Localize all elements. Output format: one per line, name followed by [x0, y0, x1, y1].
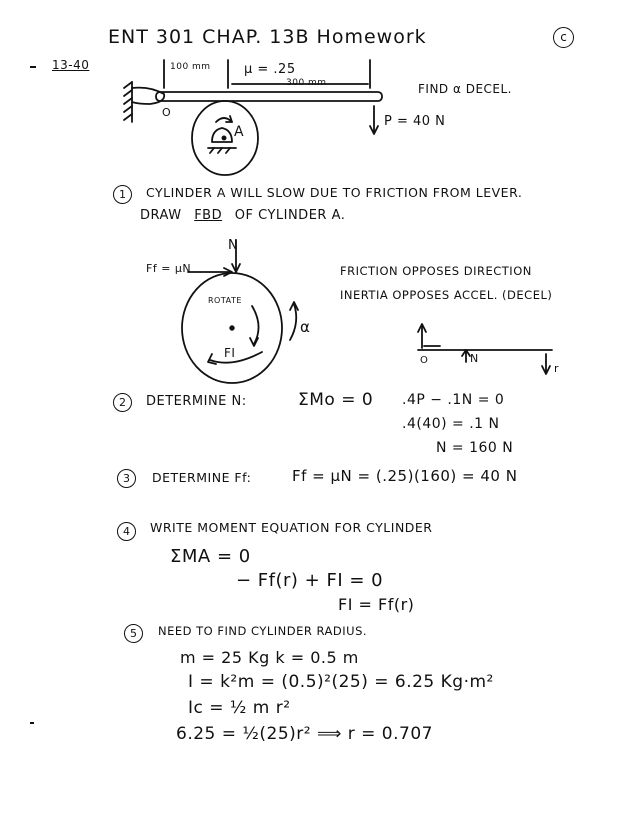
step-3-eq: Ff = μN = (.25)(160) = 40 N	[292, 467, 518, 485]
step-1-draw	[140, 208, 345, 223]
step-5-number: 5	[124, 624, 143, 643]
fbd-note-friction: FRICTION OPPOSES DIRECTION	[340, 264, 532, 278]
step-4-eq1: ΣMA = 0	[170, 546, 251, 567]
lever-fbd-label-o: O	[420, 355, 429, 366]
lever-fbd	[414, 322, 564, 382]
step-2-eq2: .4(40) = .1 N	[402, 416, 500, 432]
step-2-number: 2	[113, 393, 132, 412]
inertia-arc	[210, 352, 262, 363]
draw-rest: OF CYLINDER A.	[234, 208, 346, 223]
lever-fbd-label-n: N	[470, 352, 479, 365]
step-3-text: DETERMINE Ff:	[152, 470, 252, 485]
step-1-text: CYLINDER A WILL SLOW DUE TO FRICTION FROM LEVER.	[146, 185, 523, 200]
step-4-text: WRITE MOMENT EQUATION FOR CYLINDER	[150, 520, 433, 535]
step-2-eq1: .4P − .1N = 0	[402, 392, 505, 408]
step-5-eq1: m = 25 Kg k = 0.5 m	[180, 648, 359, 667]
step-5-eq3: Ic = ½ m r²	[188, 698, 291, 718]
fbd-label-ff: Ff = μN	[146, 262, 192, 275]
cylinder-support	[212, 128, 232, 142]
fbd-label-n: N	[228, 238, 239, 253]
step-5-eq4: 6.25 = ½(25)r² ⟹ r = 0.707	[176, 724, 433, 744]
fbd-note-inertia: INERTIA OPPOSES ACCEL. (DECEL)	[340, 288, 553, 302]
step-4-eq3: FI = Ff(r)	[338, 595, 415, 614]
problem-number: 13-40	[52, 58, 90, 72]
step-2-text: DETERMINE N:	[146, 394, 247, 409]
lever-bar	[156, 92, 382, 101]
fbd-label-rotate: ROTATE	[208, 296, 242, 305]
cylinder-label-a: A	[234, 124, 245, 140]
step-2-sum-moments: ΣMo = 0	[298, 390, 374, 410]
step-5-eq2: I = k²m = (0.5)²(25) = 6.25 Kg·m²	[188, 672, 494, 692]
step-5-text: NEED TO FIND CYLINDER RADIUS.	[158, 624, 368, 638]
step-3-number: 3	[117, 469, 136, 488]
fbd-label-fi: FI	[224, 346, 236, 360]
find-note: FIND α DECEL.	[418, 82, 512, 96]
cylinder-fbd	[140, 236, 330, 396]
pivot-label-o: O	[162, 106, 172, 119]
draw-word: DRAW	[140, 208, 182, 223]
step-4-number: 4	[117, 522, 136, 541]
friction-coefficient: μ = .25	[244, 62, 296, 77]
page-title: ENT 301 CHAP. 13B Homework	[108, 26, 427, 48]
step-4-eq2: − Ff(r) + FI = 0	[236, 570, 384, 591]
fbd-label-alpha: α	[300, 318, 311, 336]
fbd-word: FBD	[194, 208, 223, 223]
force-p-label: P = 40 N	[384, 114, 446, 129]
step-2-eq3: N = 160 N	[436, 440, 514, 456]
margin-mark	[30, 66, 36, 68]
dimension-300: 300 mm	[286, 78, 327, 88]
page-mark: c	[553, 27, 574, 48]
margin-mark	[30, 722, 34, 724]
step-1-number: 1	[113, 185, 132, 204]
dimension-100: 100 mm	[170, 62, 211, 72]
lever-fbd-label-r: r	[554, 362, 560, 375]
